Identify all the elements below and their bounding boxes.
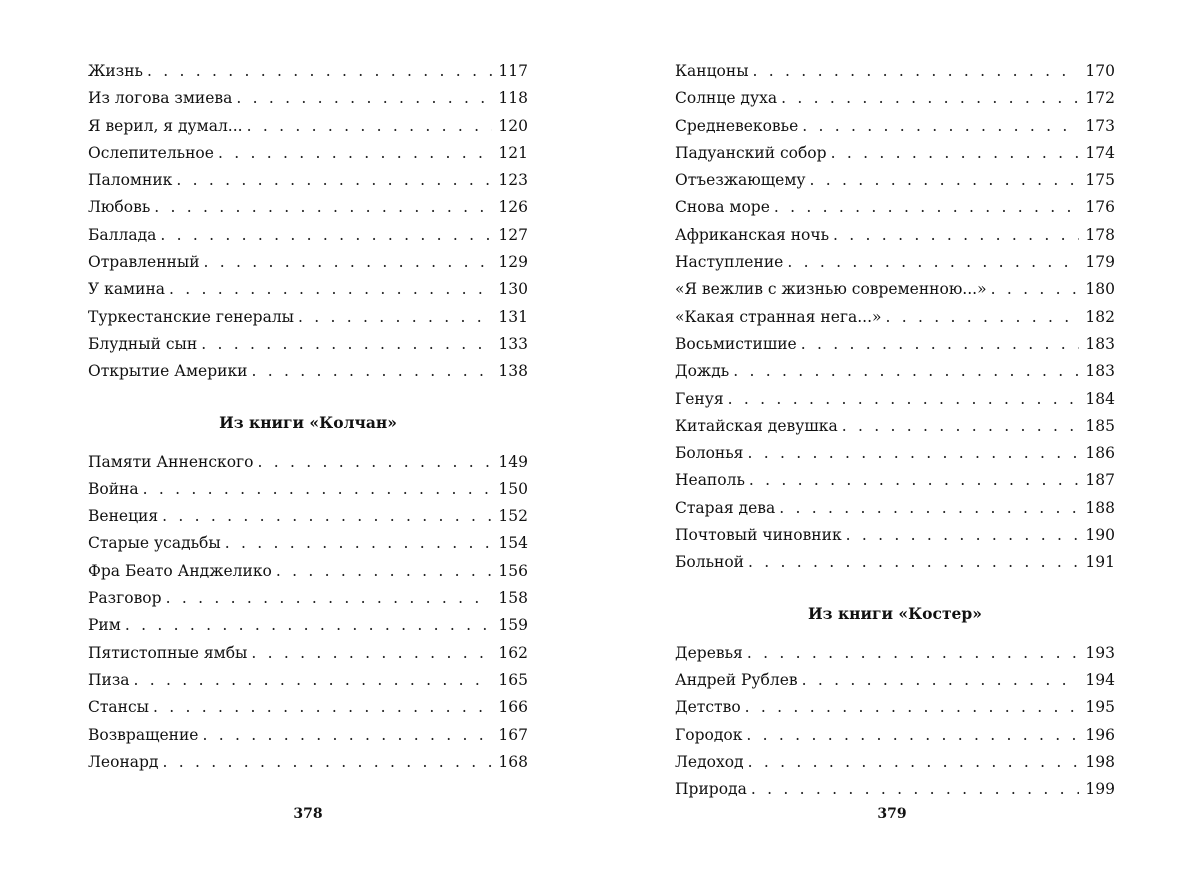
toc-entry-page: 182 <box>1085 307 1115 326</box>
toc-entry-page: 120 <box>498 116 528 135</box>
toc-entry-page: 190 <box>1085 526 1115 545</box>
toc-entry <box>675 467 1115 494</box>
toc-entry-title: Ледоход <box>675 752 744 771</box>
toc-entry-page: 194 <box>1085 670 1115 689</box>
dot-leader <box>747 640 1079 667</box>
toc-entry <box>88 140 528 167</box>
toc-entry-page: 149 <box>498 452 528 471</box>
dot-leader <box>166 585 492 612</box>
toc-entry <box>88 304 528 331</box>
toc-entry-title: Почтовый чиновник <box>675 526 842 545</box>
toc-entry-page: 138 <box>498 362 528 381</box>
toc-group-bottom <box>675 640 1115 804</box>
toc-entry-page: 121 <box>498 143 528 162</box>
toc-entry-title: Паломник <box>88 171 173 190</box>
toc-entry <box>675 386 1115 413</box>
toc-entry <box>88 503 528 530</box>
page-number: 379 <box>877 806 907 822</box>
toc-entry-title: Из логова змиева <box>88 89 233 108</box>
dot-leader <box>162 503 492 530</box>
section-heading: Из книги «Колчан» <box>219 412 397 432</box>
dot-leader <box>169 276 492 303</box>
toc-entry <box>88 276 528 303</box>
dot-leader <box>846 522 1079 549</box>
dot-leader <box>787 249 1079 276</box>
toc-entry-page: 179 <box>1085 253 1115 272</box>
toc-entry-title: Падуанский собор <box>675 143 827 162</box>
dot-leader <box>748 749 1079 776</box>
toc-entry <box>88 749 528 776</box>
toc-entry-title: Канцоны <box>675 62 749 80</box>
toc-entry-title: Андрей Рублев <box>675 670 798 689</box>
toc-entry-page: 175 <box>1085 171 1115 190</box>
toc-entry <box>675 549 1115 576</box>
dot-leader <box>886 304 1079 331</box>
toc-entry <box>88 585 528 612</box>
dot-leader <box>745 694 1079 721</box>
dot-leader <box>833 222 1079 249</box>
dot-leader <box>831 140 1079 167</box>
toc-entry <box>675 167 1115 194</box>
toc-entry-title: Природа <box>675 780 747 799</box>
dot-leader <box>160 222 492 249</box>
dot-leader <box>801 331 1079 358</box>
toc-entry-page: 168 <box>498 752 528 771</box>
toc-entry-title: Ослепительное <box>88 143 214 162</box>
toc-entry-title: Памяти Анненского <box>88 452 254 471</box>
section-heading: Из книги «Костер» <box>808 603 982 623</box>
dot-leader <box>753 58 1079 85</box>
toc-entry <box>88 476 528 503</box>
toc-entry-page: 183 <box>1085 334 1115 353</box>
dot-leader <box>276 558 492 585</box>
toc-entry-page: 196 <box>1085 725 1115 744</box>
toc-entry <box>88 558 528 585</box>
dot-leader <box>147 58 492 85</box>
toc-entry-title: Восьмистишие <box>675 334 797 353</box>
dot-leader <box>749 467 1079 494</box>
toc-entry-title: Отъезжающему <box>675 171 806 190</box>
toc-entry-page: 186 <box>1085 444 1115 463</box>
dot-leader <box>774 194 1079 221</box>
toc-entry-page: 131 <box>498 307 528 326</box>
toc-entry-page: 117 <box>498 62 528 80</box>
toc-entry <box>675 722 1115 749</box>
toc-entry <box>88 449 528 476</box>
toc-entry-page: 152 <box>498 507 528 526</box>
toc-entry-page: 154 <box>498 534 528 553</box>
toc-entry <box>88 113 528 140</box>
toc-entry-page: 170 <box>1085 62 1115 80</box>
toc-entry <box>88 331 528 358</box>
toc-entry <box>88 612 528 639</box>
toc-entry-page: 174 <box>1085 143 1115 162</box>
toc-entry-page: 127 <box>498 225 528 244</box>
toc-entry-title: Я верил, я думал... <box>88 116 243 135</box>
toc-entry-title: Венеция <box>88 507 159 526</box>
dot-leader <box>810 167 1079 194</box>
toc-entry-page: 118 <box>498 89 528 108</box>
toc-entry-page: 193 <box>1085 643 1115 662</box>
dot-leader <box>746 722 1079 749</box>
toc-entry-page: 198 <box>1085 752 1115 771</box>
dot-leader <box>125 612 492 639</box>
toc-entry-page: 129 <box>498 253 528 272</box>
dot-leader <box>162 749 492 776</box>
dot-leader <box>201 331 492 358</box>
toc-entry-title: Средневековье <box>675 116 799 135</box>
toc-entry-title: Стансы <box>88 698 150 717</box>
dot-leader <box>779 495 1079 522</box>
toc-entry-title: Неаполь <box>675 471 745 490</box>
toc-entry-title: Туркестанские генералы <box>88 307 295 326</box>
toc-entry-page: 167 <box>498 725 528 744</box>
toc-entry-page: 165 <box>498 670 528 689</box>
toc-entry-page: 183 <box>1085 362 1115 381</box>
dot-leader <box>154 194 492 221</box>
page-number: 378 <box>293 806 323 822</box>
toc-entry-title: Наступление <box>675 253 784 272</box>
toc-entry-title: Блудный сын <box>88 334 198 353</box>
toc-entry <box>675 776 1115 803</box>
toc-entry-title: Дождь <box>675 362 730 381</box>
toc-entry-title: Пиза <box>88 670 130 689</box>
toc-entry <box>675 113 1115 140</box>
toc-entry-title: Больной <box>675 553 745 572</box>
dot-leader <box>176 167 492 194</box>
dot-leader <box>204 249 492 276</box>
toc-entry-page: 166 <box>498 698 528 717</box>
toc-entry-title: Китайская девушка <box>675 416 838 435</box>
toc-entry-page: 150 <box>498 479 528 498</box>
toc-entry-title: Леонард <box>88 752 159 771</box>
toc-entry-page: 184 <box>1085 389 1115 408</box>
toc-group-top <box>88 58 528 386</box>
toc-entry <box>675 58 1115 85</box>
toc-entry-page: 159 <box>498 616 528 635</box>
toc-entry <box>675 222 1115 249</box>
toc-entry <box>88 640 528 667</box>
toc-entry <box>675 140 1115 167</box>
toc-entry <box>675 667 1115 694</box>
toc-entry <box>675 85 1115 112</box>
toc-entry <box>88 694 528 721</box>
toc-entry-page: 173 <box>1085 116 1115 135</box>
toc-entry-title: Старые усадьбы <box>88 534 221 553</box>
toc-entry <box>675 194 1115 221</box>
toc-entry-title: Отравленный <box>88 253 200 272</box>
toc-entry-page: 178 <box>1085 225 1115 244</box>
toc-entry <box>88 722 528 749</box>
right-page <box>600 0 1200 875</box>
toc-entry <box>88 194 528 221</box>
toc-entry <box>675 495 1115 522</box>
dot-leader <box>781 85 1079 112</box>
dot-leader <box>991 276 1079 303</box>
toc-entry-page: 195 <box>1085 698 1115 717</box>
toc-entry <box>675 640 1115 667</box>
toc-entry <box>675 249 1115 276</box>
toc-group-bottom <box>88 449 528 777</box>
toc-entry <box>88 58 528 85</box>
dot-leader <box>225 530 492 557</box>
dot-leader <box>247 113 492 140</box>
toc-entry-title: Детство <box>675 698 741 717</box>
dot-leader <box>802 667 1079 694</box>
toc-group-top <box>675 58 1115 577</box>
toc-entry <box>88 358 528 385</box>
dot-leader <box>218 140 492 167</box>
toc-entry <box>675 358 1115 385</box>
toc-entry <box>675 413 1115 440</box>
dot-leader <box>202 722 492 749</box>
dot-leader <box>153 694 492 721</box>
dot-leader <box>751 776 1079 803</box>
toc-entry <box>675 749 1115 776</box>
toc-list <box>675 58 1115 803</box>
dot-leader <box>802 113 1079 140</box>
toc-entry-page: 199 <box>1085 780 1115 799</box>
toc-entry-page: 180 <box>1085 280 1115 299</box>
toc-entry-title: Рим <box>88 616 121 635</box>
toc-entry-page: 156 <box>498 561 528 580</box>
toc-entry-title: Разговор <box>88 589 162 608</box>
toc-entry-title: У камина <box>88 280 166 299</box>
toc-entry-page: 188 <box>1085 498 1115 517</box>
toc-entry-title: Солнце духа <box>675 89 778 108</box>
toc-entry-page: 185 <box>1085 416 1115 435</box>
dot-leader <box>733 358 1079 385</box>
dot-leader <box>842 413 1079 440</box>
toc-entry-title: Болонья <box>675 444 744 463</box>
toc-entry <box>675 694 1115 721</box>
dot-leader <box>251 640 492 667</box>
toc-entry-title: Пятистопные ямбы <box>88 643 248 662</box>
toc-entry-page: 133 <box>498 334 528 353</box>
toc-entry-page: 158 <box>498 589 528 608</box>
toc-entry-title: Африканская ночь <box>675 225 830 244</box>
toc-entry <box>675 331 1115 358</box>
toc-entry-page: 130 <box>498 280 528 299</box>
toc-entry-page: 126 <box>498 198 528 217</box>
toc-entry <box>88 667 528 694</box>
dot-leader <box>143 476 492 503</box>
toc-entry-title: Городок <box>675 725 743 744</box>
toc-entry-title: Баллада <box>88 225 157 244</box>
dot-leader <box>298 304 492 331</box>
dot-leader <box>236 85 492 112</box>
toc-entry-title: Открытие Америки <box>88 362 248 381</box>
toc-entry-title: Генуя <box>675 389 724 408</box>
toc-entry <box>88 222 528 249</box>
toc-entry-page: 191 <box>1085 553 1115 572</box>
toc-entry-page: 172 <box>1085 89 1115 108</box>
toc-entry-page: 187 <box>1085 471 1115 490</box>
toc-entry-title: «Какая странная нега...» <box>675 307 882 326</box>
dot-leader <box>747 440 1079 467</box>
toc-entry-title: Жизнь <box>88 62 143 80</box>
toc-entry-title: Война <box>88 479 139 498</box>
toc-entry-title: «Я вежлив с жизнью современною...» <box>675 280 987 299</box>
dot-leader <box>748 549 1079 576</box>
toc-entry-page: 162 <box>498 643 528 662</box>
toc-entry <box>88 249 528 276</box>
toc-entry <box>88 85 528 112</box>
toc-list <box>88 58 528 776</box>
toc-entry-title: Возвращение <box>88 725 199 744</box>
toc-entry-title: Снова море <box>675 198 770 217</box>
toc-entry <box>675 440 1115 467</box>
toc-entry-title: Любовь <box>88 198 151 217</box>
toc-entry <box>675 522 1115 549</box>
toc-entry <box>675 276 1115 303</box>
toc-entry <box>88 530 528 557</box>
dot-leader <box>257 449 492 476</box>
toc-entry <box>675 304 1115 331</box>
toc-entry-page: 123 <box>498 171 528 190</box>
toc-entry-title: Старая дева <box>675 498 776 517</box>
toc-entry <box>88 167 528 194</box>
toc-entry-title: Деревья <box>675 643 743 662</box>
dot-leader <box>134 667 492 694</box>
toc-entry-page: 176 <box>1085 198 1115 217</box>
dot-leader <box>251 358 492 385</box>
dot-leader <box>728 386 1079 413</box>
toc-entry-title: Фра Беато Анджелико <box>88 561 272 580</box>
